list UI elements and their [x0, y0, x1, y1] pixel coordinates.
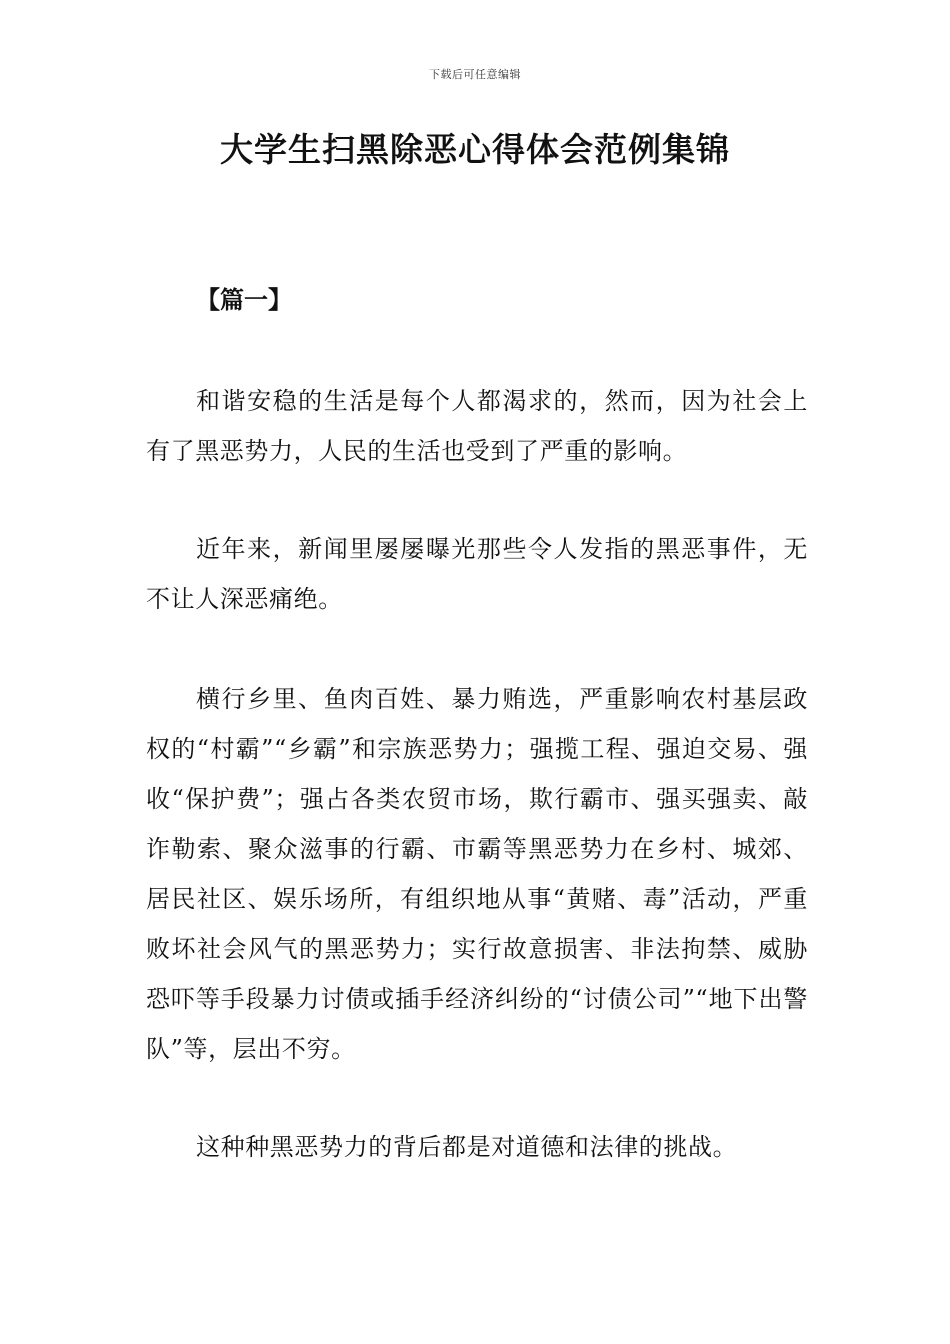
paragraph-2: 近年来，新闻里屡屡曝光那些令人发指的黑恶事件，无不让人深恶痛绝。 [146, 535, 808, 613]
paragraph-4: 这种种黑恶势力的背后都是对道德和法律的挑战。 [196, 1133, 738, 1161]
header-note: 下载后可任意编辑 [429, 68, 521, 81]
section-heading: 【篇一】 [196, 285, 292, 314]
paragraph-1: 和谐安稳的生活是每个人都渴求的，然而，因为社会上有了黑恶势力，人民的生活也受到了严重的影响。 [146, 387, 808, 465]
document-title: 大学生扫黑除恶心得体会范例集锦 [220, 130, 730, 169]
paragraph-3: 横行乡里、鱼肉百姓、暴力贿选，严重影响农村基层政权的“村霸”“乡霸”和宗族恶势力；强揽工程、强迫交易、强收“保护费”；强占各类农贸市场，欺行霸市、强买强卖、敲诈勒索、聚众滋事的行霸、市霸等黑恶势力在乡村、城郊、居民社区、娱乐场所，有组织地从事“黄赌、毒”活动，严重败坏社会风气的黑恶势力；实行故意损害、非法拘禁、威胁恐吓等手段暴力讨债或插手经济纠纷的“讨债公司”“地下出警队”等，层出不穷。 [146, 685, 808, 1063]
